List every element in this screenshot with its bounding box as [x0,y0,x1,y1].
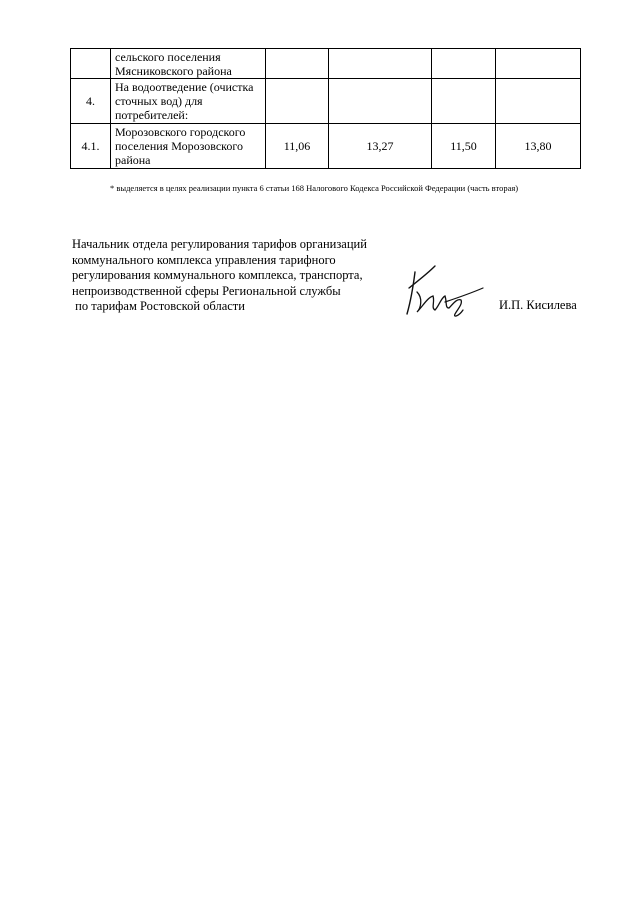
tariff-value [496,49,581,79]
position-line: Начальник отдела регулирования тарифов организаций [72,237,367,251]
row-name: сельского поселения Мясниковского района [111,49,266,79]
tariff-value [329,49,432,79]
tariff-value [266,79,329,124]
tariff-value [266,49,329,79]
tariff-value [329,79,432,124]
tariff-value: 13,80 [496,124,581,169]
footnote: * выделяется в целях реализации пункта 6 статьи 168 Налогового Кодекса Российской Федерации (часть вторая) [110,183,519,193]
table-row [71,79,581,124]
table-row [71,49,581,79]
signer-name: И.П. Кисилева [499,298,577,312]
tariff-value [432,79,496,124]
tariff-value [432,49,496,79]
row-number: 4.1. [71,124,111,169]
handwritten-signature-icon [405,258,485,320]
tariff-table [70,48,581,169]
position-line: регулирования коммунального комплекса, транспорта, [72,268,363,282]
position-line: непроизводственной сферы Региональной службы [72,283,341,298]
signatory-position [72,237,367,315]
row-name: На водоотведение (очистка сточных вод) для потребителей: [111,79,266,124]
row-number [71,49,111,79]
tariff-value: 13,27 [329,124,432,169]
position-line: по тарифам Ростовской области [72,299,245,313]
tariff-value: 11,50 [432,124,496,169]
position-line: коммунального комплекса управления тарифного [72,252,336,267]
row-number: 4. [71,79,111,124]
row-name: Морозовского городского поселения Морозовского района [111,124,266,169]
tariff-value: 11,06 [266,124,329,169]
table-row [71,124,581,169]
tariff-value [496,79,581,124]
